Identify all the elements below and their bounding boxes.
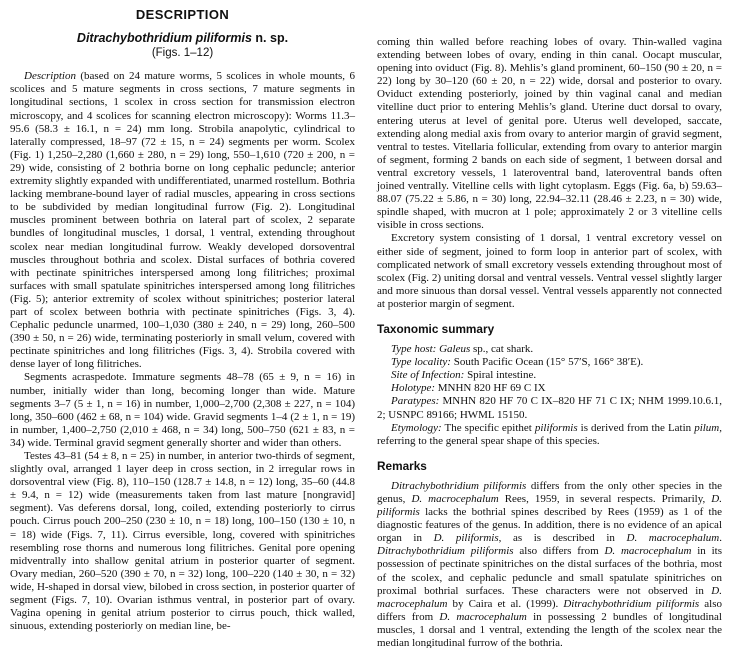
paratypes-entry: Paratypes: MNHN 820 HF 70 C IX–820 HF 71 C IX; NHM 1999.10.6.1, 2; USNPC 89166; HWML 15150. — [377, 395, 722, 421]
remarks-paragraph: Ditrachybothridium piliformis differs from the only other species in the genus, D. macrocephalum Rees, 1959, in several respects. Primarily, D. piliformis lacks the bothrial spines described by Rees (1959) as 1 of the diagnostic features of the genus. In addition, there is no evidence of an apical organ in D. piliformis, as is described in D. macrocephalum. Ditrachybothridium piliformis also differs from D. macrocephalum in its possession of pectinate spinitriches on the distal surfaces of the bothria, most of the scolex, and cephalic peduncle and small spatulate spinitriches on proximal bothrial surfaces. These characters were not observed in D. macrocephalum by Caira et al. (1999). Ditrachybothridium piliformis also differs from D. macrocephalum in possessing 2 bundles of longitudinal muscles, 1 dorsal and 1 ventral, extending the length of the scolex near the median longitudinal furrow of the bothria. — [377, 479, 723, 648]
right-column — [377, 6, 722, 648]
etymology-entry: Etymology: The specific epithet piliformis is derived from the Latin pilum, referring to the general spear shape of this species. — [377, 421, 722, 447]
holotype-entry: Holotype: MNHN 820 HF 69 C IX — [391, 382, 546, 395]
paragraph: Testes 43–81 (54 ± 8, n = 25) in number, in anterior two-thirds of segment, slightly oval, arranged 1 layer deep in cross section, in 2 irregular rows in dorsoventral view (Fig. 8), 110–150 (128.7 ± 14.8, n = 12) long, 35–60 (44.8 ± 9.4, n = 12) wide (measurements taken from last mature [nongravid] segment). Vas deferens dorsal, long, coiled, extending posteriorly to cirrus pouch. Cirrus pouch 200–250 (230 ± 10, n = 18) long, 100–150 (130 ± 10, n = 18) wide (Figs. 7, 11). Cirrus eversible, long, covered with spinitriches resembling rose thorns and numerous long filitriches. Genital pore opening midventrally into shallow genital atrium in posterior quarter of segment. Ovary median, 260–520 (390 ± 70, n = 32) long, 100–220 (140 ± 30, n = 32) wide, H-shaped in dorsal view, bilobed in cross section, in posterior quarter of segment (Figs. 7, 10). Ovarian isthmus ventral, in posterior part of ovary. Vagina opening in genital atrium posterior to cirrus pouch, thick walled, sinuous, extending posteriorly on median line, be- — [10, 450, 355, 633]
figures-reference: (Figs. 1–12) — [151, 47, 214, 60]
type-locality-entry: Type locality: South Pacific Ocean (15° 57′S, 166° 38′E). — [391, 356, 644, 369]
paragraph: coming thin walled before reaching lobes of ovary. Thin-walled vagina extending between lobes of ovary, ending in thin canal. Oocapt muscular, opening into oviduct (Fig. 8). Mehlis’s gland prominent, 60–150 (90 ± 20, n = 22) long by 30–120 (60 ± 20, n = 22) wide, dorsal and posterior to ovary. Oviduct extending posteriorly, joined by thin vaginal canal and median vitelline duct prior to entering Mehlis’s gland. Uterine duct dorsal to ovary, entering uterus at level of genital pore. Uterus well developed, saccate, extending along medial axis from ovary to anterior margin of gravid segment, ventral to testes. Vitellaria follicular, extending from ovary to anterior margin of segment, forming 2 bands on each side of segment, 1 between dorsal and ventral excretory vessels, 1 lateroventral band, lateroventral bands often joined ventrally. Vitelline cells with light cytoplasm. Eggs (Fig. 6a, b) 59.63–88.07 (75.22 ± 5.86, n = 30) long, 22.94–32.11 (28.46 ± 2.23, n = 30) wide, spindle shaped, with mucron at 1 pole; approximately 2 or 3 vitelline cells visible in cross sections. — [377, 36, 722, 232]
species-suffix: n. sp. — [251, 31, 289, 46]
section-heading: DESCRIPTION — [135, 7, 230, 22]
left-column-text — [10, 70, 355, 633]
remarks-heading: Remarks — [377, 458, 427, 473]
type-host-entry: Type host: Galeus sp., cat shark. — [391, 343, 534, 356]
left-column — [10, 6, 355, 648]
paragraph: Segments acraspedote. Immature segments 48–78 (65 ± 9, n = 16) in number, initially wider than long, becoming longer than wide. Mature segments 3–7 (5 ± 1, n = 16) in number, 1,000–2,700 (2,308 ± 227, n = 104) long, 350–600 (462 ± 68, n = 104) wide. Gravid segments 1–4 (2 ± 1, n = 19) in number, 1,400–2,750 (2,010 ± 468, n = 34) long, 500–750 (621 ± 83, n = 34) wide. Terminal gravid segment generally shorter and wider than others. — [10, 371, 355, 449]
species-heading — [10, 32, 355, 45]
right-column-text — [377, 36, 722, 648]
paragraph: Description (based on 24 mature worms, 5 scolices in whole mounts, 6 scolices and 5 mature segments in cross sections, 7 mature segments in longitudinal sections, 1 scolex in cross section for transmission electron microscopy, and 4 scolices for scanning electron microscopy): Worms 11.3–95.6 (58.3 ± 16.1, n = 24) mm long. Strobila anapolytic, cylindrical to laterally compressed, 18–97 (72 ± 15, n = 24) segments per worm. Scolex (Fig. 1) 1,250–2,280 (1,660 ± 280, n = 29) long, 550–1,610 (720 ± 200, n = 29) wide, consisting of 2 bothria borne on long cephalic peduncle; anterior extremity slightly expanded with undifferentiated, unarmed rostellum. Bothria lacking membrane-bound layer of radial muscles, appearing in cross sections to be subdivided by median longitudinal furrow (Fig. 2). Longitudinal muscles prominent between bothria on lateral part of scolex, 2 separate bundles of longitudinal muscles, 1 dorsal, 1 ventral, extending throughout scolex near median longitudinal furrow. Weakly developed dorsoventral muscles throughout bothria and scolex. Distal surfaces of bothria covered with pectinate spinitriches interspersed among long filitriches; proximal surfaces with small spatulate spinitriches interspersed among long filitriches (Fig. 5); anterior extremity of scolex without spinitriches; posterior lateral part of scolex between bothria with pectinate spinitriches (Figs. 3, 4). Cephalic peduncle unarmed, 100–1,030 (380 ± 240, n = 29) long, 260–500 (390 ± 50, n = 26) wide, terminating posteriorly in small velum, covered with pectinate spinitriches and long filitriches (Figs. 3, 4). Strobila covered with dense layer of long filitriches. — [10, 70, 355, 371]
paragraph: Excretory system consisting of 1 dorsal, 1 ventral excretory vessel on either side of segment, joined to form loop in anterior part of scolex, with complicated network of small excretory vessels extending throughout most of scolex (Fig. 2) uniting dorsal and ventral vessels. Ventral vessel slightly larger and more sinuous than dorsal vessel. Ventral vessels apparently not connected at posterior margin of segment. — [377, 232, 722, 310]
site-of-infection-entry: Site of Infection: Spiral intestine. — [391, 369, 537, 382]
species-name: Ditrachybothridium piliformis — [76, 31, 252, 46]
title-block — [10, 8, 355, 60]
taxonomic-summary-heading: Taxonomic summary — [377, 321, 495, 336]
